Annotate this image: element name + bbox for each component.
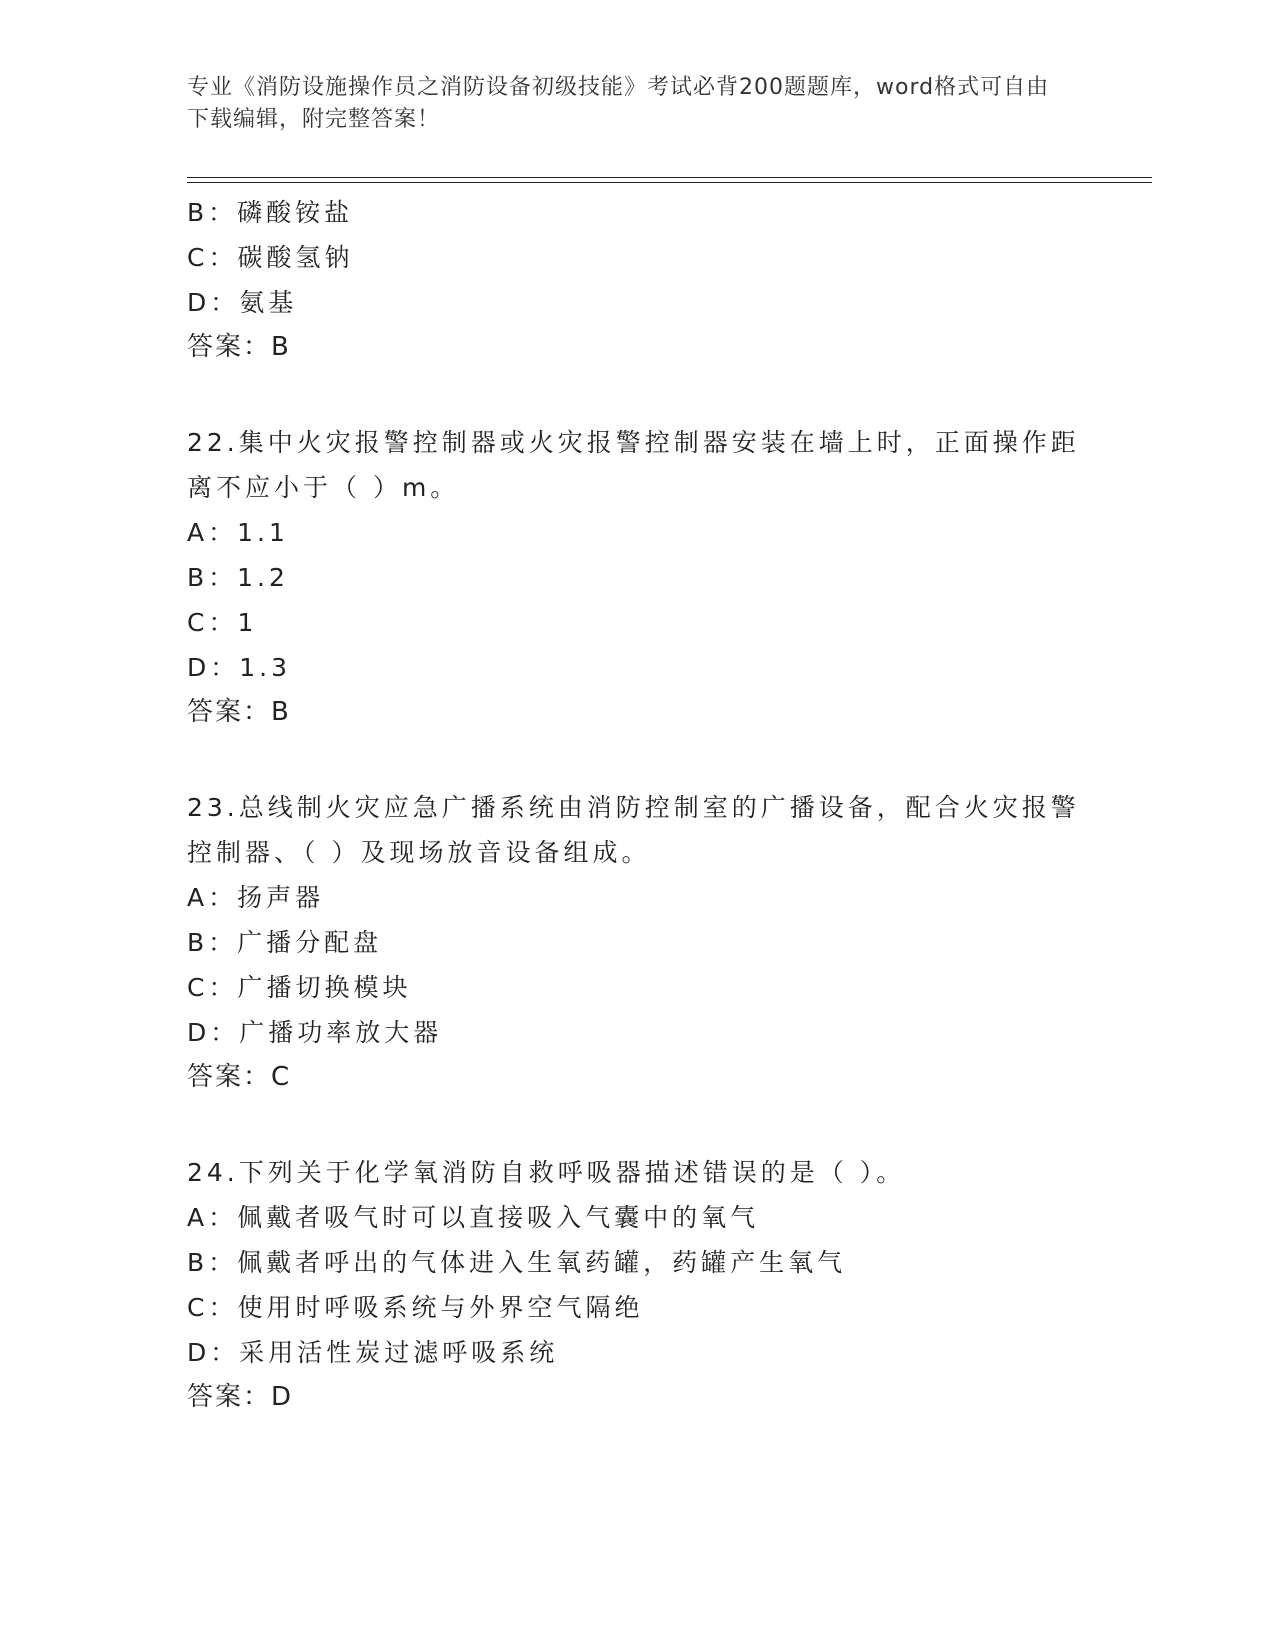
answer: 答案：D	[187, 1382, 294, 1412]
answer: 答案：B	[187, 332, 291, 362]
answer: 答案：B	[187, 697, 291, 727]
question-title: 23.总线制火灾应急广播系统由消防控制室的广播设备，配合火灾报警控制器、（ ）及现场放音设备组成。	[187, 793, 1080, 867]
header-divider-top	[187, 177, 1152, 178]
option-c: C：广播切换模块	[187, 973, 412, 1002]
option-b: B：广播分配盘	[187, 928, 383, 957]
option-d: D：1.3	[187, 653, 292, 682]
option-a: A：扬声器	[187, 883, 325, 912]
question-24	[187, 1150, 1087, 1420]
option-a: A：佩戴者吸气时可以直接吸入气囊中的氧气	[187, 1203, 760, 1232]
question-21-tail	[187, 190, 1087, 370]
spacer	[187, 735, 1087, 785]
option-d: D：采用活性炭过滤呼吸系统	[187, 1338, 559, 1367]
option-c: C：使用时呼吸系统与外界空气隔绝	[187, 1293, 644, 1322]
option-b: B：1.2	[187, 563, 289, 592]
answer: 答案：C	[187, 1062, 292, 1092]
option-c: C：1	[187, 608, 258, 637]
question-list	[187, 190, 1087, 1420]
spacer	[187, 1100, 1087, 1150]
document-header: 专业《消防设施操作员之消防设备初级技能》考试必背200题题库，word格式可自由下载编辑，附完整答案！	[187, 75, 1050, 132]
header-divider-bottom	[187, 182, 1152, 183]
option-c: C：碳酸氢钠	[187, 243, 354, 272]
question-23	[187, 785, 1087, 1100]
option-b: B：磷酸铵盐	[187, 198, 354, 227]
question-title: 24.下列关于化学氧消防自救呼吸器描述错误的是（ ）。	[187, 1158, 906, 1187]
option-a: A：1.1	[187, 518, 289, 547]
question-22	[187, 420, 1087, 735]
question-title: 22.集中火灾报警控制器或火灾报警控制器安装在墙上时，正面操作距离不应小于（ ）m。	[187, 428, 1080, 502]
option-b: B：佩戴者呼出的气体进入生氧药罐，药罐产生氧气	[187, 1248, 847, 1277]
option-d: D：广播功率放大器	[187, 1018, 443, 1047]
option-d: D：氨基	[187, 288, 298, 317]
spacer	[187, 370, 1087, 420]
